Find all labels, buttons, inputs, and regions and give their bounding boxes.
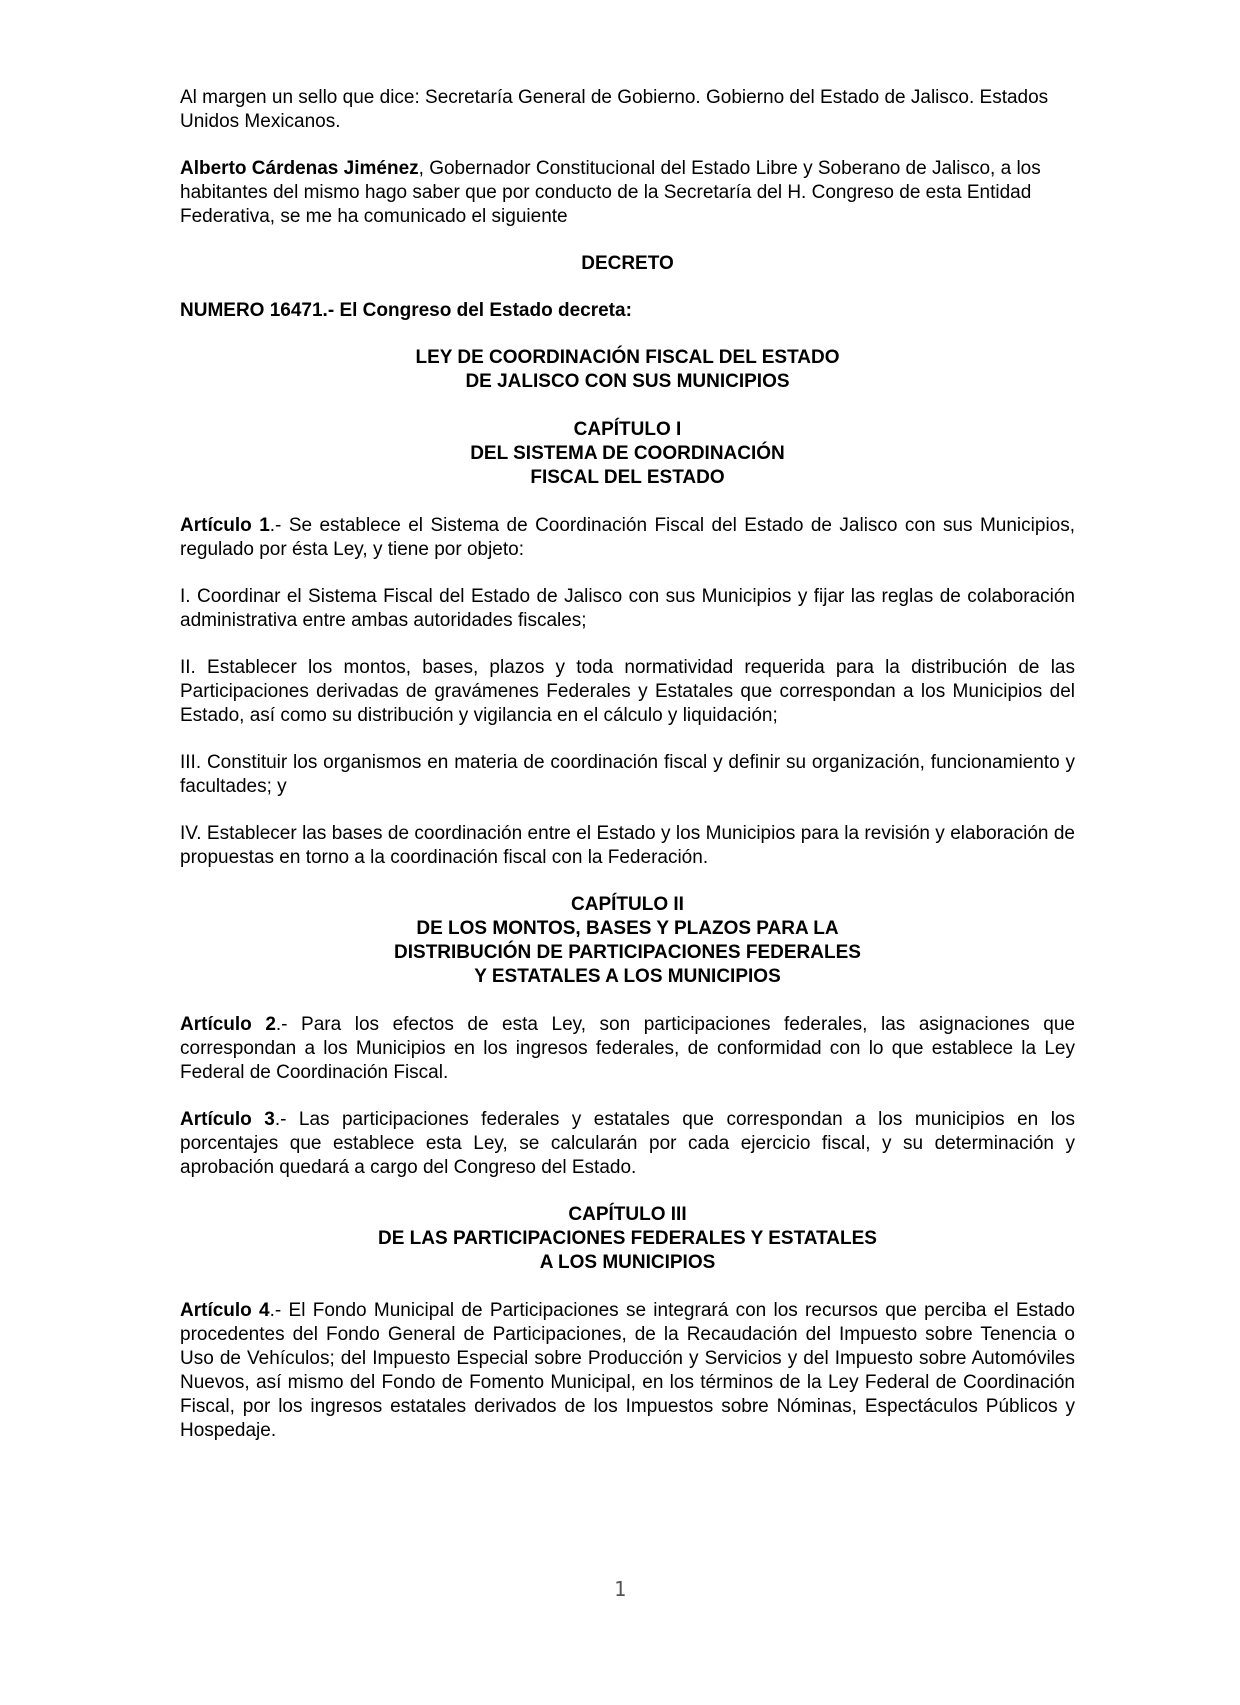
article-label: Artículo 4 bbox=[180, 1300, 270, 1321]
decree-title: DECRETO bbox=[581, 253, 674, 274]
article-label: Artículo 3 bbox=[180, 1109, 275, 1130]
law-title bbox=[180, 346, 1075, 394]
chapter-heading-line: CAPÍTULO II bbox=[571, 894, 684, 915]
chapter-heading-line: FISCAL DEL ESTADO bbox=[530, 467, 725, 488]
seal-paragraph bbox=[180, 86, 1075, 134]
chapter-heading-line: CAPÍTULO I bbox=[573, 419, 682, 440]
article-1-item: I. Coordinar el Sistema Fiscal del Estado de Jalisco con sus Municipios y fijar las reglas de colaboración administrativa entre ambas autoridades fiscales; bbox=[180, 586, 1075, 631]
article-label: Artículo 2 bbox=[180, 1014, 276, 1035]
governor-paragraph bbox=[180, 157, 1075, 229]
article-text: .- Se establece el Sistema de Coordinación Fiscal del Estado de Jalisco con sus Municipios, regulado por ésta Ley, y tiene por objeto: bbox=[180, 515, 1076, 560]
article-3 bbox=[180, 1108, 1075, 1180]
governor-text: , Gobernador Constitucional del Estado Libre y Soberano de Jalisco, a los habitantes del mismo hago saber que por conducto de la Secretaría del H. Congreso de esta Entidad Federativa, se me ha comunicado el siguiente bbox=[180, 158, 1041, 227]
article-1-item: II. Establecer los montos, bases, plazos y toda normatividad requerida para la distribución de las Participaciones derivadas de gravámenes Federales y Estatales que correspondan a los Municipios del Estado, así como su distribución y vigilancia en el cálculo y liquidación; bbox=[180, 657, 1075, 726]
article-1 bbox=[180, 514, 1075, 562]
article-text: .- Las participaciones federales y estatales que correspondan a los municipios en los porcentajes que establece esta Ley, se calcularán por cada ejercicio fiscal, y su determinación y aprobación quedará a cargo del Congreso del Estado. bbox=[180, 1109, 1075, 1178]
law-title-line: LEY DE COORDINACIÓN FISCAL DEL ESTADO bbox=[415, 347, 840, 368]
seal-text: Al margen un sello que dice: Secretaría General de Gobierno. Gobierno del Estado de Jalisco. Estados Unidos Mexicanos. bbox=[180, 87, 1049, 132]
article-1-item: III. Constituir los organismos en materia de coordinación fiscal y definir su organización, funcionamiento y facultades; y bbox=[180, 752, 1075, 797]
article-text: .- El Fondo Municipal de Participaciones se integrará con los recursos que perciba el Estado procedentes del Fondo General de Participaciones, de la Recaudación del Impuesto sobre Tenencia o Uso de Vehículos; del Impuesto Especial sobre Producción y Servicios y del Impuesto sobre Automóviles Nuevos, así mismo del Fondo de Fomento Municipal, en los términos de la Ley Federal de Coordinación Fiscal, por los ingresos estatales derivados de los Impuestos sobre Nóminas, Espectáculos Públicos y Hospedaje. bbox=[180, 1300, 1076, 1441]
chapter-heading-line: DE LOS MONTOS, BASES Y PLAZOS PARA LA bbox=[416, 918, 839, 939]
decree-number-line: NUMERO 16471.- El Congreso del Estado decreta: bbox=[180, 300, 632, 321]
chapter-heading-line: CAPÍTULO III bbox=[568, 1204, 687, 1225]
chapter-heading-line: Y ESTATALES A LOS MUNICIPIOS bbox=[474, 966, 781, 987]
article-label: Artículo 1 bbox=[180, 515, 270, 536]
page-number: 1 bbox=[613, 1577, 627, 1601]
article-4 bbox=[180, 1299, 1075, 1443]
article-text: .- Para los efectos de esta Ley, son participaciones federales, las asignaciones que correspondan a los Municipios en los ingresos federales, de conformidad con lo que establece la Ley Federal de Coordinación Fiscal. bbox=[180, 1014, 1076, 1083]
document-page bbox=[180, 86, 1075, 1466]
article-1-item: IV. Establecer las bases de coordinación entre el Estado y los Municipios para la revisión y elaboración de propuestas en torno a la coordinación fiscal con la Federación. bbox=[180, 823, 1075, 868]
governor-name: Alberto Cárdenas Jiménez bbox=[180, 158, 419, 179]
chapter-3-heading bbox=[180, 1203, 1075, 1275]
chapter-heading-line: A LOS MUNICIPIOS bbox=[539, 1252, 716, 1273]
chapter-heading-line: DEL SISTEMA DE COORDINACIÓN bbox=[470, 443, 785, 464]
chapter-heading-line: DISTRIBUCIÓN DE PARTICIPACIONES FEDERALES bbox=[394, 942, 861, 963]
chapter-heading-line: DE LAS PARTICIPACIONES FEDERALES Y ESTATALES bbox=[378, 1228, 877, 1249]
article-2 bbox=[180, 1013, 1075, 1085]
chapter-2-heading bbox=[180, 893, 1075, 989]
law-title-line: DE JALISCO CON SUS MUNICIPIOS bbox=[465, 371, 790, 392]
chapter-1-heading bbox=[180, 418, 1075, 490]
